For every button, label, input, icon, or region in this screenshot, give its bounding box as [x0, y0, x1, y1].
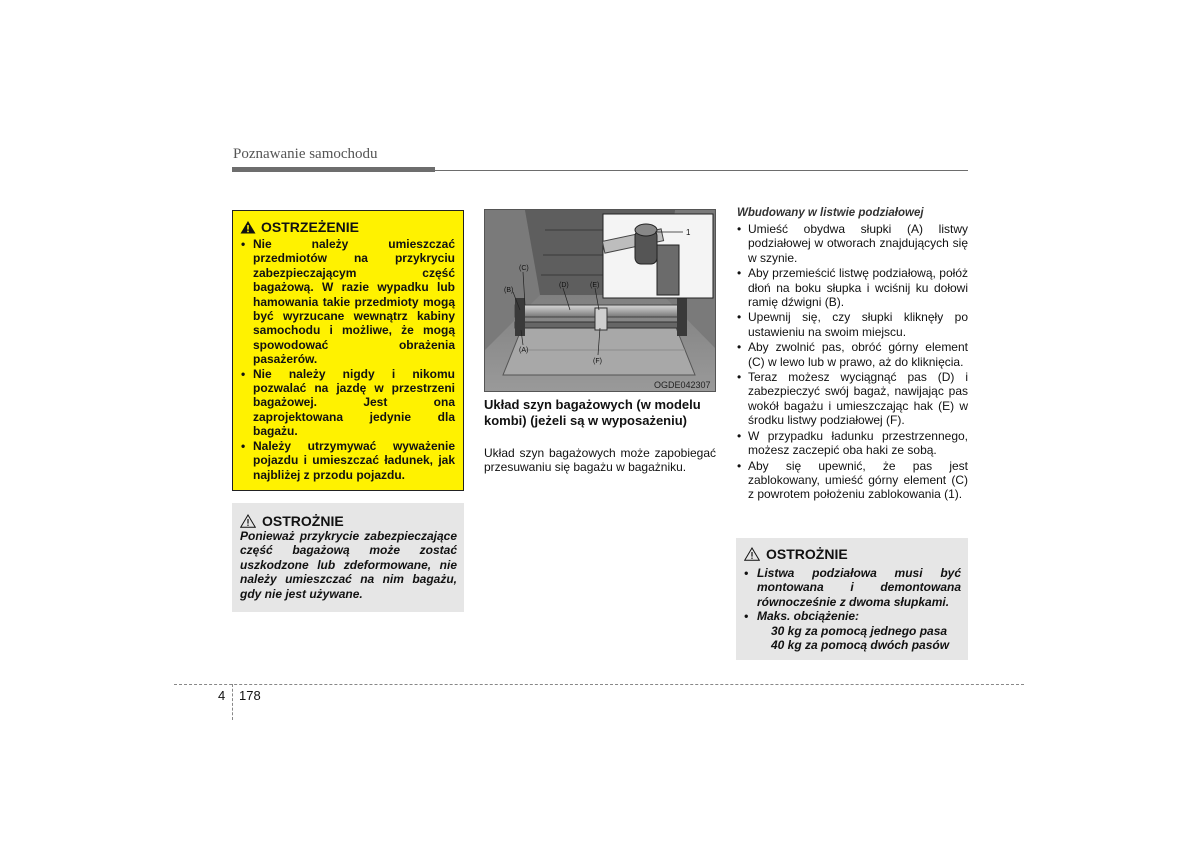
warning-item: • Należy utrzymywać wyważenie pojazdu i umieszczać ładunek, jak najbliżej z przodu pojazdu.	[240, 439, 455, 482]
instruction-item: • Upewnij się, czy słupki kliknęły po ustawieniu na swoim miejscu.	[737, 310, 968, 339]
caution-list	[744, 566, 961, 652]
label-1: 1	[686, 228, 691, 237]
page-number: 178	[239, 688, 261, 703]
load-one-strap: 30 kg za pomocą jednego pasa	[771, 623, 948, 638]
instructions-list	[737, 222, 968, 503]
label-c: (C)	[519, 265, 529, 272]
instruction-item: • W przypadku ładunku przestrzennego, możesz zaczepić oba haki ze sobą.	[737, 429, 968, 458]
divider-subheading: Wbudowany w listwie podziałowej	[737, 207, 924, 219]
instruction-item: • Teraz możesz wyciągnąć pas (D) i zabezpieczyć swój bagaż, nawijając pas wokół bagażu i umieszczając hak (E) w środku listwy podziałowej (F).	[737, 370, 968, 428]
warning-item: • Nie należy nigdy i nikomu pozwalać na jazdę w przestrzeni bagażowej. Jest ona zaprojektowana jedynie dla bagażu.	[240, 367, 455, 439]
load-two-straps: 40 kg za pomocą dwóch pasów	[771, 638, 950, 653]
label-a: (A)	[519, 347, 529, 354]
label-b: (B)	[504, 287, 514, 294]
figure-code: OGDE042307	[654, 380, 711, 390]
header-bar	[232, 167, 435, 172]
luggage-rail-body: Układ szyn bagażowych może zapobiegać przesuwaniu się bagażu w bagażniku.	[484, 446, 716, 475]
caution-heading	[240, 513, 457, 529]
caution-text: Ponieważ przykrycie zabezpieczające część bagażową może zostać uszkodzone lub zdeformowane, nie należy umieszczać na nim bagażu, gdy nie jest używane.	[240, 529, 457, 601]
warning-triangle-icon	[240, 220, 256, 234]
instruction-item: • Umieść obydwa słupki (A) listwy podziałowej w otworach znajdujących się w szynie.	[737, 222, 968, 265]
max-load-label: Maks. obciążenie:	[757, 609, 860, 624]
luggage-rail-illustration	[484, 209, 716, 392]
instruction-item: • Aby się upewnić, że pas jest zablokowany, umieść górny element (C) z powrotem położeniu zablokowania (1).	[737, 459, 968, 502]
label-d: (D)	[559, 282, 569, 289]
instruction-item: • Aby przemieścić listwę podziałową, połóż dłoń na boku słupka i wciśnij ku dołowi ramię dźwigni (B).	[737, 266, 968, 309]
section-title: Poznawanie samochodu	[233, 146, 378, 162]
caution-title: OSTROŻNIE	[766, 546, 848, 562]
label-e: (E)	[590, 282, 600, 289]
caution-item	[744, 609, 961, 652]
caution-heading	[744, 546, 961, 562]
caution-triangle-icon	[240, 514, 256, 528]
luggage-rail-diagram	[485, 210, 716, 392]
header-rule	[435, 170, 968, 171]
caution-box-left	[232, 503, 464, 612]
instruction-item: • Aby zwolnić pas, obróć górny element (C) w lewo lub w prawo, aż do kliknięcia.	[737, 340, 968, 369]
warning-box	[232, 210, 464, 491]
caution-triangle-icon	[744, 547, 760, 561]
warning-list	[240, 237, 455, 482]
caution-box-right	[736, 538, 968, 660]
footer-divider	[232, 684, 233, 720]
warning-item: • Nie należy umieszczać przedmiotów na przykryciu zabezpieczającym część bagażową. W razie wypadku lub hamowania takie przedmioty mogą być wyrzucane wewnątrz kabiny samochodu i możliwe, że mogą spowodować obrażenia pasażerów.	[240, 237, 455, 367]
chapter-number: 4	[218, 688, 226, 703]
label-f: (F)	[593, 358, 602, 365]
warning-title: OSTRZEŻENIE	[261, 219, 360, 235]
caution-title: OSTROŻNIE	[262, 513, 344, 529]
caution-item: • Listwa podziałowa musi być montowana i demontowana równocześnie z dwoma słupkami.	[744, 566, 961, 609]
warning-heading	[240, 219, 455, 235]
luggage-rail-heading: Układ szyn bagażowych (w modelu kombi) (jeżeli są w wyposażeniu)	[484, 397, 701, 428]
footer-rule	[174, 684, 1024, 685]
